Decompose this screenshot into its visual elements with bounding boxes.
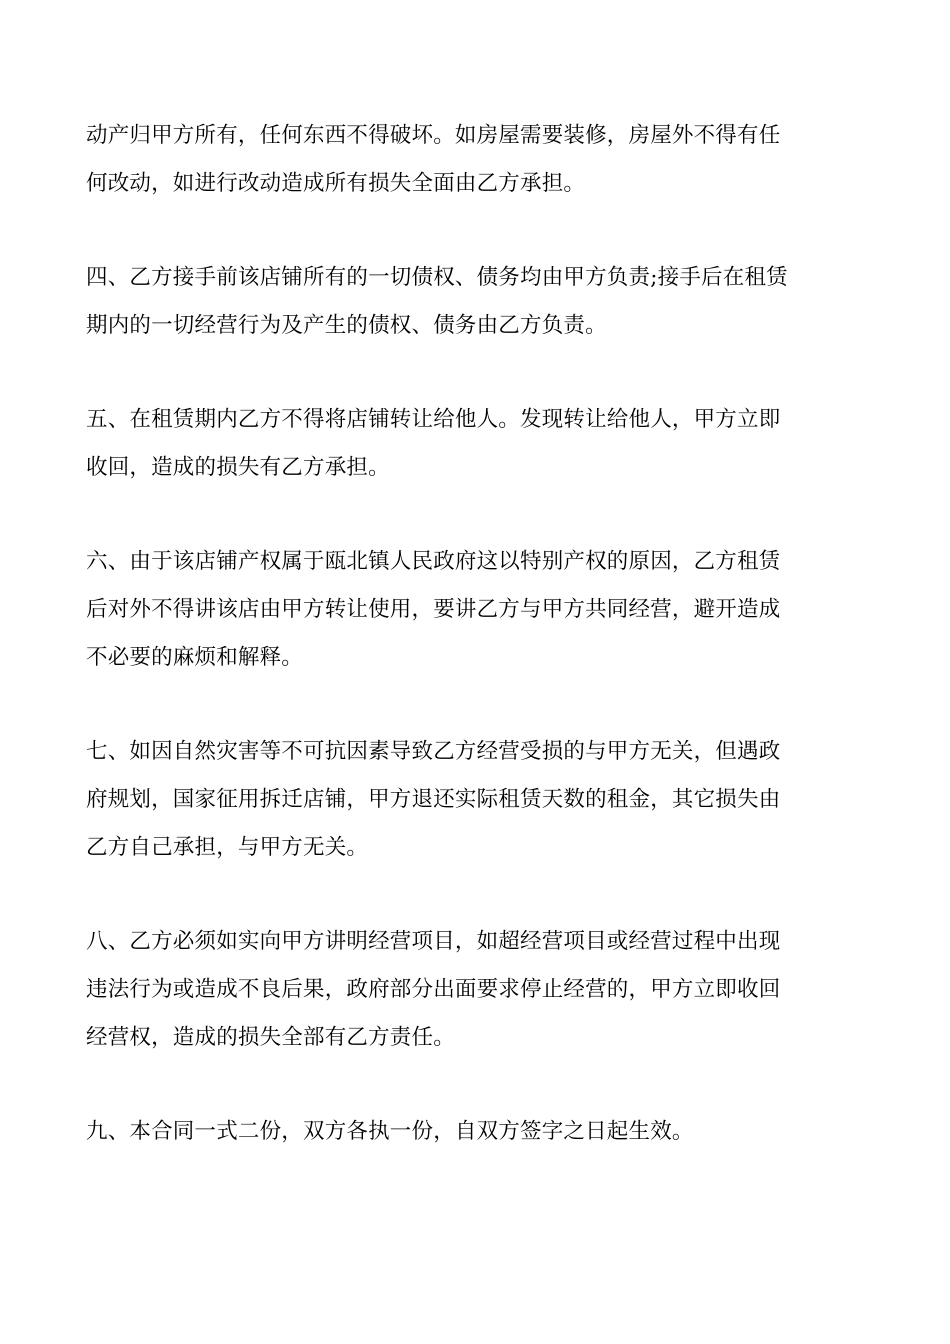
paragraph-clause-7	[86, 728, 876, 872]
paragraph-line: 八、乙方必须如实向甲方讲明经营项目，如超经营项目或经营过程中出现	[86, 929, 781, 954]
paragraph-clause-9	[86, 1108, 876, 1156]
paragraph-line: 收回，造成的损失有乙方承担。	[86, 455, 390, 480]
paragraph-clause-8	[86, 918, 876, 1062]
paragraph-line: 后对外不得讲该店由甲方转让使用，要讲乙方与甲方共同经营，避开造成	[86, 597, 781, 622]
paragraph-property-clause	[86, 112, 876, 208]
paragraph-line: 五、在租赁期内乙方不得将店铺转让给他人。发现转让给他人，甲方立即	[86, 407, 781, 432]
paragraph-line: 期内的一切经营行为及产生的债权、债务由乙方负责。	[86, 313, 607, 338]
paragraph-line: 乙方自己承担，与甲方无关。	[86, 835, 369, 860]
paragraph-clause-5	[86, 396, 876, 492]
paragraph-line: 经营权，造成的损失全部有乙方责任。	[86, 1025, 455, 1050]
paragraph-line: 违法行为或造成不良后果，政府部分出面要求停止经营的，甲方立即收回	[86, 977, 781, 1002]
paragraph-line: 不必要的麻烦和解释。	[86, 645, 304, 670]
document-body	[86, 112, 876, 1202]
paragraph-line: 七、如因自然灾害等不可抗因素导致乙方经营受损的与甲方无关，但遇政	[86, 739, 781, 764]
paragraph-line: 府规划，国家征用拆迁店铺，甲方退还实际租赁天数的租金，其它损失由	[86, 787, 781, 812]
paragraph-line: 六、由于该店铺产权属于瓯北镇人民政府这以特别产权的原因，乙方租赁	[86, 549, 781, 574]
paragraph-line: 四、乙方接手前该店铺所有的一切债权、债务均由甲方负责;接手后在租赁	[86, 265, 788, 290]
paragraph-clause-6	[86, 538, 876, 682]
paragraph-line: 九、本合同一式二份，双方各执一份，自双方签字之日起生效。	[86, 1119, 694, 1144]
paragraph-line: 何改动，如进行改动造成所有损失全面由乙方承担。	[86, 171, 586, 196]
paragraph-line: 动产归甲方所有，任何东西不得破坏。如房屋需要装修，房屋外不得有任	[86, 123, 781, 148]
paragraph-clause-4	[86, 254, 876, 350]
